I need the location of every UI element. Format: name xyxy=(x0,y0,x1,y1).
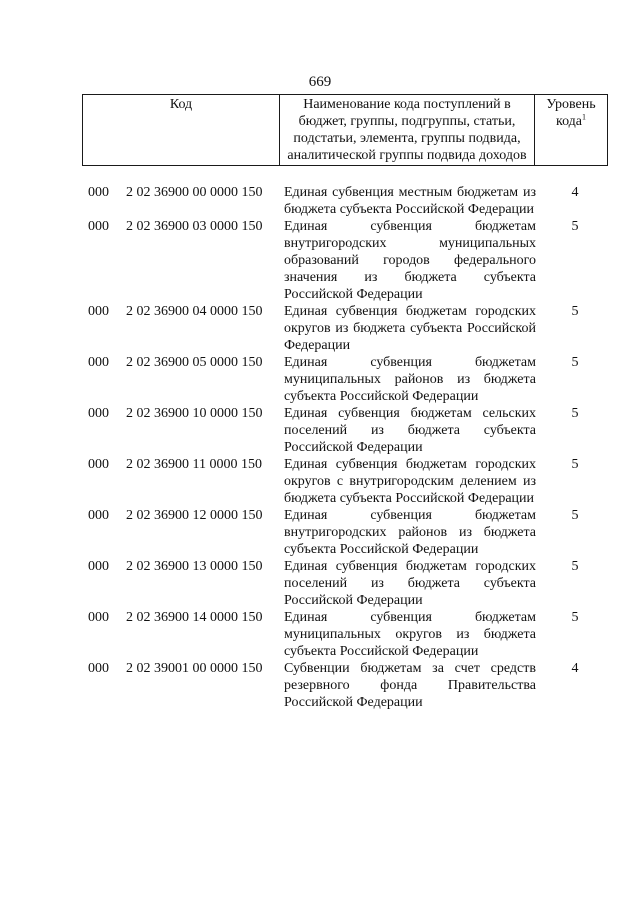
table-row xyxy=(88,558,588,609)
income-code: 2 02 36900 00 0000 150 xyxy=(126,185,263,200)
admin-code: 000 xyxy=(88,355,109,370)
income-name: Единая субвенция бюджетам муниципальных районов из бюджета субъекта Российской Федерации xyxy=(284,355,536,404)
header-level-footnote: 1 xyxy=(582,112,587,122)
income-code: 2 02 36900 03 0000 150 xyxy=(126,219,263,234)
table-body xyxy=(88,184,588,711)
income-name: Единая субвенция бюджетам муниципальных округов из бюджета субъекта Российской Федерации xyxy=(284,610,536,659)
admin-code: 000 xyxy=(88,610,109,625)
admin-code: 000 xyxy=(88,508,109,523)
code-level: 5 xyxy=(571,457,579,472)
page-number: 669 xyxy=(308,74,332,90)
code-level: 5 xyxy=(571,610,579,625)
income-code: 2 02 36900 14 0000 150 xyxy=(126,610,263,625)
admin-code: 000 xyxy=(88,219,109,234)
admin-code: 000 xyxy=(88,406,109,421)
table-row xyxy=(88,405,588,456)
income-name: Единая субвенция местным бюджетам из бюджета субъекта Российской Федерации xyxy=(284,185,536,217)
income-name: Единая субвенция бюджетам внутригородских районов из бюджета субъекта Российской Федерации xyxy=(284,508,536,557)
admin-code: 000 xyxy=(88,457,109,472)
income-code: 2 02 36900 10 0000 150 xyxy=(126,406,263,421)
code-level: 5 xyxy=(571,406,579,421)
table-row xyxy=(88,303,588,354)
admin-code: 000 xyxy=(88,304,109,319)
admin-code: 000 xyxy=(88,559,109,574)
code-level: 5 xyxy=(571,559,579,574)
income-name: Единая субвенция бюджетам городских поселений из бюджета субъекта Российской Федерации xyxy=(284,559,536,608)
table-row xyxy=(88,507,588,558)
admin-code: 000 xyxy=(88,185,109,200)
income-code: 2 02 36900 05 0000 150 xyxy=(126,355,263,370)
header-code: Код xyxy=(83,95,280,166)
code-level: 5 xyxy=(571,355,579,370)
table-row xyxy=(88,218,588,303)
table-row xyxy=(88,609,588,660)
income-code: 2 02 36900 12 0000 150 xyxy=(126,508,263,523)
table-row xyxy=(88,660,588,711)
code-level: 5 xyxy=(571,304,579,319)
income-code: 2 02 39001 00 0000 150 xyxy=(126,661,263,676)
header-level: Уровень кода xyxy=(546,97,596,129)
header-level-cell xyxy=(535,95,608,166)
header-name: Наименование кода поступлений в бюджет, группы, подгруппы, статьи, подстатьи, элемента, группы подвида, аналитической группы подвида доходов xyxy=(280,95,535,166)
income-code: 2 02 36900 11 0000 150 xyxy=(126,457,262,472)
table-row xyxy=(88,184,588,218)
income-name: Единая субвенция бюджетам городских округов с внутригородским делением из бюджета субъекта Российской Федерации xyxy=(284,457,536,506)
income-name: Субвенции бюджетам за счет средств резервного фонда Правительства Российской Федерации xyxy=(284,661,536,710)
table-header xyxy=(82,94,608,166)
income-name: Единая субвенция бюджетам сельских поселений из бюджета субъекта Российской Федерации xyxy=(284,406,536,455)
income-code: 2 02 36900 13 0000 150 xyxy=(126,559,263,574)
code-level: 5 xyxy=(571,508,579,523)
income-name: Единая субвенция бюджетам внутригородских муниципальных образований городов федерального значения из бюджета субъекта Российской Федерации xyxy=(284,219,536,302)
income-code: 2 02 36900 04 0000 150 xyxy=(126,304,263,319)
table-row xyxy=(88,354,588,405)
code-level: 4 xyxy=(571,661,579,676)
code-level: 5 xyxy=(571,219,579,234)
table-row xyxy=(88,456,588,507)
code-level: 4 xyxy=(571,185,579,200)
admin-code: 000 xyxy=(88,661,109,676)
income-name: Единая субвенция бюджетам городских округов из бюджета субъекта Российской Федерации xyxy=(284,304,536,353)
